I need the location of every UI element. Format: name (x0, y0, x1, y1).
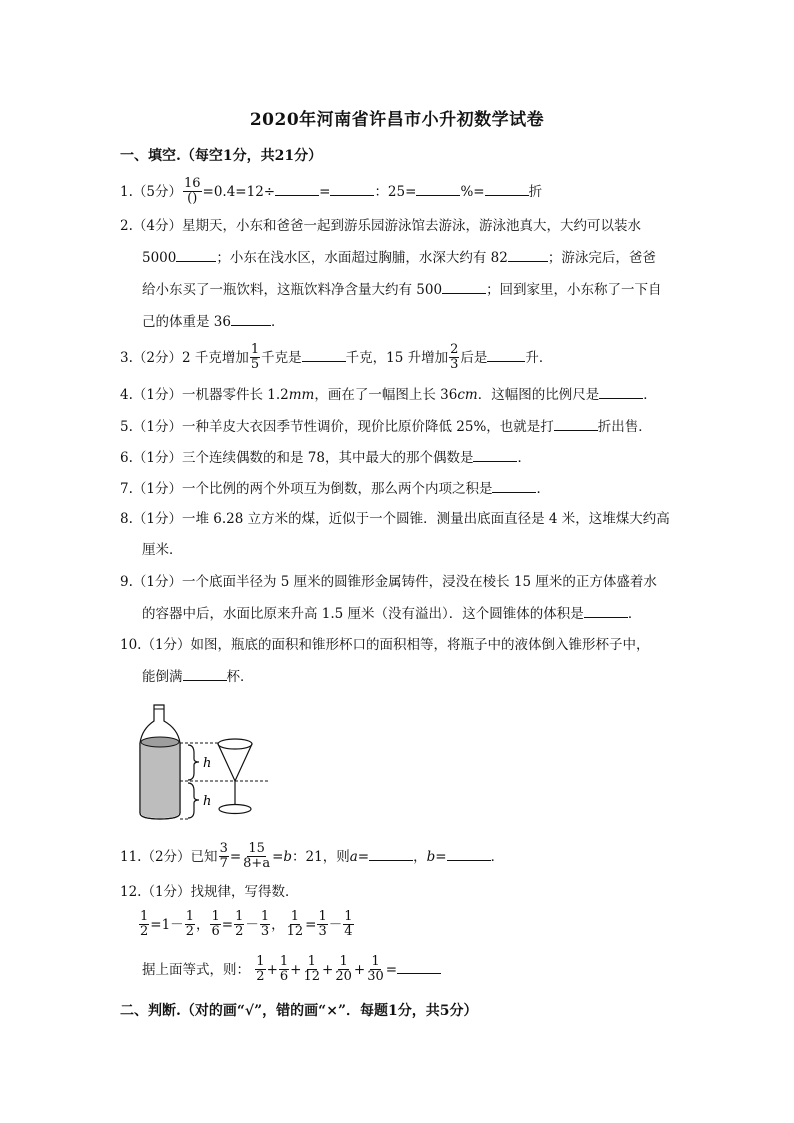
question-6: 6.（1分）三个连续偶数的和是 78，其中最大的那个偶数是 ． (120, 447, 531, 468)
page-title: 2020年河南省许昌市小升初数学试卷 (249, 110, 545, 130)
operator-text: = (305, 917, 317, 933)
question-10-line-1: 10.（1分）如图，瓶底的面积和锥形杯口的面积相等，将瓶子中的液体倒入锥形杯子中， (120, 637, 650, 653)
question-2-line-2: 5000 ；小东在浅水区，水面超过胸脯，水深大约有 82 ；游泳完后，爸爸 (142, 247, 656, 268)
question-8-line-1: 8.（1分）一堆 6.28 立方米的煤，近似于一个圆锥．测量出底面直径是 4 米，这堆煤大约高 (120, 511, 670, 527)
section-heading-true-false: 二、判断.（对的画“√”，错的画“×”．每题1分，共5分） (120, 1003, 478, 1019)
answer-blank[interactable] (369, 846, 413, 861)
question-12-line-1: 12.（1分）找规律，写得数． (120, 884, 299, 900)
fraction: $\frac{1}{6}$ (211, 909, 220, 939)
fraction: $\frac{1}{2}$ (140, 909, 149, 939)
operator-text: － (328, 917, 343, 933)
operator-text: + (266, 962, 278, 978)
question-3: 3.（2分）2 千克增加 $\frac{1}{5}$ 千克是 千克，15 升增加 $\frac{2}{3}$ 后是 升． (120, 342, 553, 372)
answer-blank[interactable] (473, 447, 517, 462)
answer-blank[interactable] (599, 384, 643, 399)
q1-fraction: $\frac{16}{()}$ (183, 176, 201, 206)
fraction: $\frac{1}{2}$ (185, 909, 194, 939)
question-1: 1.（5分） $\frac{16}{()}$ =0.4=12÷ = ：25= %= 折 (120, 176, 543, 206)
question-7: 7.（1分）一个比例的两个外项互为倒数，那么两个内项之积是 ． (120, 478, 550, 499)
answer-blank[interactable] (275, 181, 319, 196)
question-10-line-2: 能倒满 杯． (142, 666, 254, 687)
answer-blank[interactable] (231, 311, 271, 326)
operator-text: + (353, 962, 366, 978)
operator-text: = (385, 962, 398, 978)
fraction: $\frac{1}{12}$ (286, 909, 304, 939)
answer-blank[interactable] (330, 181, 374, 196)
fraction: $\frac{1}{2}$ (256, 954, 265, 984)
answer-blank[interactable] (447, 846, 491, 861)
operator-text: =1－ (150, 917, 184, 933)
question-4: 4.（1分）一机器零件长 1.2mm，画在了一幅图上长 36cm．这幅图的比例尺是 ． (120, 384, 657, 405)
q11-fraction-2: $\frac{15}{8+a}$ (243, 841, 271, 871)
answer-blank[interactable] (397, 959, 441, 974)
bottle-and-cone-figure (130, 695, 280, 825)
answer-blank[interactable] (487, 347, 525, 362)
fraction: $\frac{1}{3}$ (260, 909, 270, 939)
q3-fraction-2: $\frac{2}{3}$ (450, 342, 459, 372)
answer-blank[interactable] (176, 247, 216, 262)
fraction: $\frac{1}{6}$ (279, 954, 289, 984)
question-2-line-1: 2.（4分）星期天，小东和爸爸一起到游乐园游泳馆去游泳，游泳池真大，大约可以装水 (120, 218, 641, 234)
fraction: $\frac{1}{30}$ (367, 954, 384, 984)
operator-text: = (221, 917, 234, 933)
height-label: h (203, 756, 212, 771)
fraction: $\frac{1}{2}$ (235, 909, 244, 939)
answer-blank[interactable] (485, 181, 529, 196)
question-9-line-2: 的容器中后，水面比原来升高 1.5 厘米（没有溢出）．这个圆锥体的体积是 ． (142, 603, 641, 624)
operator-text: + (322, 962, 334, 978)
fraction: $\frac{1}{3}$ (318, 909, 327, 939)
question-9-line-1: 9.（1分）一个底面半径为 5 厘米的圆锥形金属铸件，浸没在棱长 15 厘米的正方体盛着水 (120, 574, 657, 590)
q1-head: 1.（5分） (120, 184, 182, 200)
operator-text: ， (271, 917, 285, 933)
bottle-shape (140, 705, 180, 819)
answer-blank[interactable] (416, 181, 460, 196)
question-8-line-2: 厘米． (142, 542, 183, 558)
question-11: 11.（2分）已知 $\frac{3}{7}$ = $\frac{15}{8+a}$ =b：21，则a= ，b= ． (120, 841, 505, 871)
fraction: $\frac{1}{4}$ (344, 909, 353, 939)
question-12-sum-row: 据上面等式，则： $\frac{1}{2}$ + $\frac{1}{6}$ + $\frac{1}{12}$ + $\frac{1}{20}$ + $\frac{1}{30}$ = (142, 956, 441, 985)
section-heading-fill-blank: 一、填空.（每空1分，共21分） (120, 148, 323, 164)
q3-fraction-1: $\frac{1}{5}$ (250, 342, 260, 372)
operator-text: － (245, 917, 259, 933)
answer-blank[interactable] (442, 279, 486, 294)
question-2-line-4: 己的体重是 36 ． (142, 311, 284, 332)
height-label: h (203, 794, 212, 809)
question-5: 5.（1分）一种羊皮大衣因季节性调价，现价比原价降低 25%，也就是打 折出售． (120, 416, 652, 437)
fraction: $\frac{1}{12}$ (303, 954, 321, 984)
brace-lower (188, 783, 199, 818)
brace-upper (188, 745, 199, 780)
answer-blank[interactable] (302, 347, 346, 362)
answer-blank[interactable] (508, 247, 548, 262)
cone-cup-shape (218, 739, 252, 814)
operator-text: ， (195, 917, 210, 933)
answer-blank[interactable] (183, 666, 227, 681)
q11-fraction-1: $\frac{3}{7}$ (219, 841, 228, 871)
answer-blank[interactable] (554, 416, 598, 431)
answer-blank[interactable] (492, 478, 536, 493)
fraction: $\frac{1}{20}$ (335, 954, 352, 984)
answer-blank[interactable] (584, 603, 628, 618)
question-12-pattern-row (138, 911, 355, 940)
operator-text: + (290, 962, 302, 978)
question-2-line-3: 给小东买了一瓶饮料，这瓶饮料净含量大约有 500 ；回到家里，小东称了一下自 (142, 279, 662, 300)
